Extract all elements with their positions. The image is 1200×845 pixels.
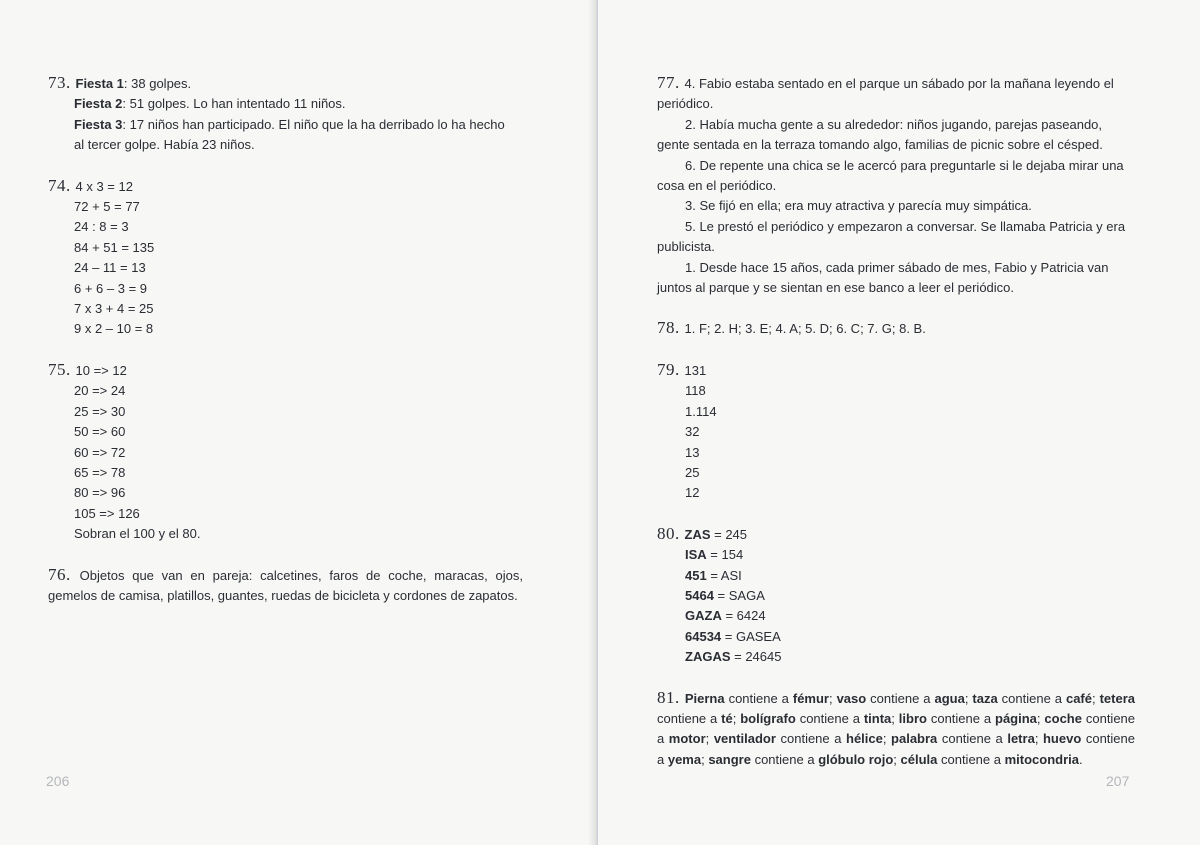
mapping-line: 50 => 60 <box>74 424 126 440</box>
fiesta-2-text: : 51 golpes. Lo han intentado 11 niños. <box>122 96 346 112</box>
connector-text: ; <box>964 690 973 706</box>
connector-text: contiene a <box>997 690 1066 706</box>
story-line: 1. Desde hace 15 años, cada primer sábado de mes, Fabio y Patricia van <box>685 259 1109 275</box>
operation-line: 24 : 8 = 3 <box>74 219 129 235</box>
code-value: = 6424 <box>721 608 766 624</box>
mapping-line: 80 => 96 <box>74 485 126 501</box>
code-word: ISA <box>685 547 707 563</box>
fiesta-3-label: Fiesta 3 <box>74 116 123 132</box>
connector-text: . <box>1079 751 1083 767</box>
number-line: 1.114 <box>685 403 717 419</box>
connector-text: contiene a <box>926 710 995 726</box>
fiesta-1-text: : 38 golpes. <box>123 76 192 91</box>
mapping-line: 10 => 12 <box>75 362 127 378</box>
mapping-line: 20 => 24 <box>74 383 126 399</box>
content-word: yema <box>667 751 702 767</box>
answer-number: 75. <box>48 359 76 379</box>
story-line: juntos al parque y se sientan en ese banco a leer el periódico. <box>657 280 1015 296</box>
operation-line: 4 x 3 = 12 <box>75 178 133 194</box>
left-page <box>0 0 596 845</box>
fiesta-3-continuation: al tercer golpe. Había 23 niños. <box>74 137 255 153</box>
container-word: tetera <box>1099 690 1135 706</box>
content-word: café <box>1065 690 1092 706</box>
connector-text: contiene a <box>937 751 1005 767</box>
code-word: 451 <box>685 567 707 583</box>
content-word: hélice <box>846 731 883 747</box>
code-value: = 24645 <box>730 649 782 665</box>
code-word: 64534 <box>685 628 722 644</box>
fiesta-1-label: Fiesta 1 <box>75 76 124 91</box>
container-word: Pierna <box>684 690 725 706</box>
operation-line: 72 + 5 = 77 <box>74 199 140 215</box>
number-line: 131 <box>684 362 707 378</box>
mapping-line: Sobran el 100 y el 80. <box>74 526 201 542</box>
connector-text: ; <box>705 731 714 747</box>
connector-text: ; <box>732 710 741 726</box>
story-line: 4. Fabio estaba sentado en el parque un sábado por la mañana leyendo el <box>684 76 1114 91</box>
number-line: 25 <box>685 464 700 480</box>
story-line: periódico. <box>657 96 714 112</box>
connector-text: contiene a <box>724 690 793 706</box>
fiesta-3-text: : 17 niños han participado. El niño que la ha derribado lo ha hecho <box>122 116 505 132</box>
story-line: cosa en el periódico. <box>657 178 777 194</box>
number-line: 118 <box>685 383 706 399</box>
answer-number: 73. <box>48 73 76 92</box>
right-page-content <box>657 73 1135 790</box>
code-value: = GASEA <box>721 628 781 644</box>
story-line: gente sentada en la terraza tomando algo, familias de picnic sobre el césped. <box>657 137 1103 153</box>
story-line: 2. Había mucha gente a su alrededor: niños jugando, parejas paseando, <box>685 116 1103 132</box>
connector-text: ; <box>882 731 892 747</box>
container-word: sangre <box>708 751 751 767</box>
content-word: página <box>995 710 1037 726</box>
operation-line: 7 x 3 + 4 = 25 <box>74 301 154 317</box>
connector-text: contiene a <box>657 710 1136 747</box>
answer-73 <box>48 73 523 156</box>
operation-line: 6 + 6 – 3 = 9 <box>74 280 148 296</box>
left-page-content <box>48 73 523 626</box>
answer-76 <box>48 565 523 607</box>
page-number: 206 <box>46 773 70 789</box>
answer-80 <box>657 524 1135 668</box>
code-value: = ASI <box>706 567 742 583</box>
connector-text: ; <box>1034 731 1043 747</box>
connector-text: ; <box>701 751 709 767</box>
content-word: fémur <box>792 690 829 706</box>
connector-text: ; <box>1036 710 1045 726</box>
code-word: 5464 <box>685 587 714 603</box>
container-word: coche <box>1044 710 1082 726</box>
answer-text: 1. F; 2. H; 3. E; 4. A; 5. D; 6. C; 7. G; 8. B. <box>684 321 926 337</box>
mapping-line: 25 => 30 <box>74 403 126 419</box>
connector-text: contiene a <box>657 710 722 726</box>
container-word: vaso <box>836 690 867 706</box>
number-line: 32 <box>685 424 700 440</box>
connector-text: contiene a <box>937 731 1008 747</box>
answer-number: 79. <box>657 359 685 379</box>
answer-number: 81. <box>657 687 685 707</box>
container-word: bolígrafo <box>740 710 796 726</box>
answer-77 <box>657 73 1135 298</box>
operation-line: 9 x 2 – 10 = 8 <box>74 321 154 337</box>
answer-number: 80. <box>657 523 685 543</box>
mapping-line: 60 => 72 <box>74 444 126 460</box>
content-word: motor <box>668 731 706 747</box>
right-page <box>598 0 1200 845</box>
container-word: taza <box>972 690 998 706</box>
connector-text: ; <box>891 710 899 726</box>
story-line: 5. Le prestó el periódico y empezaron a conversar. Se llamaba Patricia y era <box>685 218 1126 234</box>
content-word: té <box>721 710 733 726</box>
content-word: mitocondria <box>1004 751 1079 767</box>
connector-text: ; <box>829 690 837 706</box>
container-word: huevo <box>1042 731 1082 747</box>
container-word: palabra <box>891 731 938 747</box>
answer-number: 74. <box>48 175 76 195</box>
container-word: libro <box>898 710 927 726</box>
content-word: glóbulo rojo <box>818 751 894 767</box>
connector-text: contiene a <box>795 710 864 726</box>
fiesta-2-label: Fiesta 2 <box>74 96 123 112</box>
code-value: = SAGA <box>713 587 765 603</box>
container-word: ventilador <box>713 731 776 747</box>
number-line: 12 <box>685 485 700 501</box>
connector-text: contiene a <box>750 751 819 767</box>
content-word: agua <box>934 690 965 706</box>
content-word: letra <box>1007 731 1035 747</box>
answer-text: Objetos que van en pareja: calcetines, faros de coche, maracas, ojos, gemelos de camisa, platillos, guantes, ruedas de bicicleta y cordones de zapatos. <box>48 567 523 603</box>
connector-text: contiene a <box>775 731 846 747</box>
page-number: 207 <box>1106 773 1130 789</box>
story-line: 6. De repente una chica se le acercó para preguntarle si le dejaba mirar una <box>685 157 1124 173</box>
connector-text: contiene a <box>866 690 935 706</box>
answer-78 <box>657 318 1135 339</box>
answer-79 <box>657 360 1135 504</box>
code-word: ZAGAS <box>685 649 731 665</box>
story-line: publicista. <box>657 239 715 255</box>
container-word: célula <box>900 751 938 767</box>
mapping-line: 65 => 78 <box>74 464 126 480</box>
content-word: tinta <box>863 710 892 726</box>
answer-81 <box>657 688 1135 771</box>
code-word: ZAS <box>684 526 711 542</box>
answer-number: 77. <box>657 73 685 92</box>
code-value: = 154 <box>706 547 744 563</box>
answer-75 <box>48 360 523 545</box>
answer-74 <box>48 176 523 340</box>
operation-line: 84 + 51 = 135 <box>74 239 155 255</box>
answer-number: 76. <box>48 564 80 584</box>
connector-text: contiene a <box>657 731 1135 767</box>
story-line: 3. Se fijó en ella; era muy atractiva y parecía muy simpática. <box>685 198 1032 214</box>
mapping-line: 105 => 126 <box>74 505 140 521</box>
number-line: 13 <box>685 444 700 460</box>
connector-text: ; <box>1092 690 1100 706</box>
code-value: = 245 <box>710 526 748 542</box>
code-word: GAZA <box>685 608 722 624</box>
answer-number: 78. <box>657 318 685 338</box>
operation-line: 24 – 11 = 13 <box>74 260 146 276</box>
connector-text: ; <box>893 751 901 767</box>
